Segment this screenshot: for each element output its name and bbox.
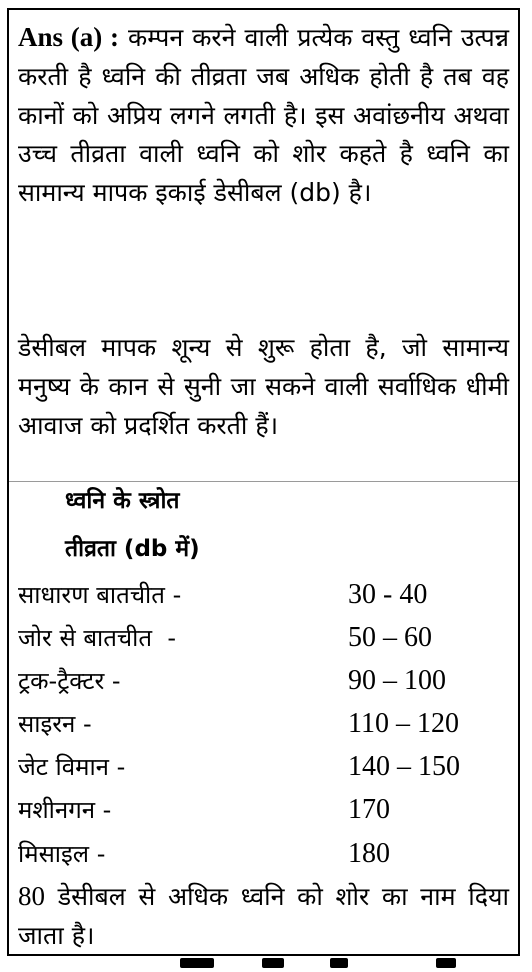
section-divider — [9, 481, 518, 482]
row-source: ट्रक-ट्रैक्टर - — [18, 667, 121, 696]
row-value: 50 – 60 — [348, 622, 432, 654]
row-value: 30 - 40 — [348, 579, 428, 610]
answer-label: Ans (a) : — [18, 22, 120, 52]
row-source: जोर से बातचीत - — [18, 624, 176, 653]
table-row — [18, 790, 509, 833]
answer-paragraph-2: डेसीबल मापक शून्य से शुरू होता है, जो सामान्य मनुष्य के कान से सुनी जा सकने वाली सर्वाधिक धीमी आवाज को प्रदर्शित करती हैं। — [18, 333, 509, 440]
answer-paragraph-1 — [18, 18, 509, 213]
row-value: 140 – 150 — [348, 751, 460, 783]
answer-text-1: कम्पन करने वाली प्रत्येक वस्तु ध्वनि उत्पन्न करती है ध्वनि की तीव्रता जब अधिक होती है तब वह कानों को अप्रिय लगने लगती है। इस अवांछनीय अथवा उच्च तीव्रता वाली ध्वनि को शोर कहते है ध्वनि का सामान्य मापक इकाई डेसीबल (db) है। — [18, 23, 509, 208]
closing-text: डेसीबल से अधिक ध्वनि को शोर का नाम दिया जाता है। — [18, 882, 510, 950]
row-value: 110 – 120 — [348, 708, 459, 740]
sound-intensity-table — [18, 575, 509, 877]
table-row — [18, 661, 509, 704]
row-value: 180 — [348, 837, 390, 869]
row-value: 90 – 100 — [348, 665, 446, 697]
table-row — [18, 747, 509, 790]
table-heading-intensity: तीव्रता (db में) — [65, 536, 200, 562]
row-value: 170 — [348, 794, 390, 826]
table-row — [18, 704, 509, 747]
table-row — [18, 575, 509, 618]
table-row — [18, 834, 509, 877]
row-source: साधारण बातचीत - — [18, 581, 182, 609]
answer-box — [7, 8, 520, 956]
table-row — [18, 618, 509, 661]
closing-number: 80 — [18, 881, 45, 911]
row-source: जेट विमान - — [18, 753, 126, 782]
cropped-next-line — [180, 958, 460, 970]
closing-paragraph — [18, 877, 509, 956]
table-heading-source: ध्वनि के स्त्रोत — [65, 488, 180, 514]
row-source: साइरन - — [18, 710, 92, 739]
row-source: मिसाइल - — [18, 839, 106, 868]
row-source: मशीनगन - — [18, 796, 112, 825]
